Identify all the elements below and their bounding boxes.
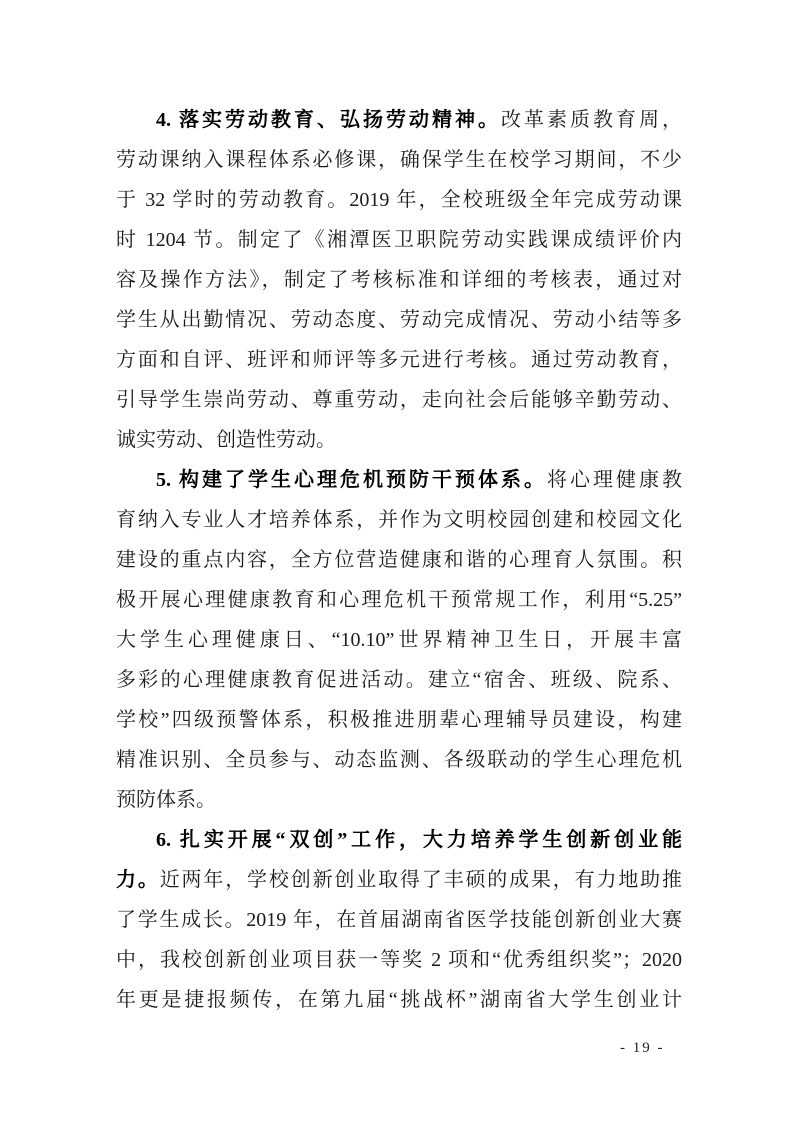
paragraph-heading: 4. 落实劳动教育、弘扬劳动精神。 [156, 109, 501, 131]
text-line [116, 900, 682, 940]
text-line [116, 860, 682, 900]
line-text: 方面和自评、班评和师评等多元进行考核。通过劳动教育， [116, 349, 682, 371]
text-line [116, 780, 682, 820]
text-line [116, 940, 682, 980]
text-line [116, 500, 682, 540]
text-line [116, 660, 682, 700]
text-line [116, 100, 682, 140]
paragraph-labor-education [116, 100, 682, 460]
text-line [116, 540, 682, 580]
text-line [116, 580, 682, 620]
line-text: 年更是捷报频传，在第九届“挑战杯”湖南省大学生创业计 [116, 989, 682, 1011]
line-text: 建设的重点内容，全方位营造健康和谐的心理育人氛围。积 [116, 549, 682, 571]
line-bold: 力。 [116, 869, 160, 891]
line-text: 诚实劳动、创造性劳动。 [116, 429, 336, 451]
text-line [116, 980, 682, 1020]
line-text: 引导学生崇尚劳动、尊重劳动，走向社会后能够辛勤劳动、 [116, 389, 682, 411]
text-line [116, 220, 682, 260]
line-text: 将心理健康教 [547, 469, 682, 491]
line-text: 大学生心理健康日、“10.10”世界精神卫生日，开展丰富 [116, 629, 682, 651]
line-text: 时 1204 节。制定了《湘潭医卫职院劳动实践课成绩评价内 [116, 229, 682, 251]
line-text: 中，我校创新创业项目获一等奖 2 项和“优秀组织奖”；2020 [116, 949, 682, 971]
line-text: 近两年，学校创新创业取得了丰硕的成果，有力地助推 [159, 869, 682, 891]
text-line [116, 820, 682, 860]
text-line [116, 180, 682, 220]
line-text: 于 32 学时的劳动教育。2019 年，全校班级全年完成劳动课 [116, 189, 682, 211]
paragraph-psychological-crisis [116, 460, 682, 820]
line-text: 学生从出勤情况、劳动态度、劳动完成情况、劳动小结等多 [116, 309, 682, 331]
text-line [116, 740, 682, 780]
text-line [116, 340, 682, 380]
line-text: 极开展心理健康教育和心理危机干预常规工作，利用“5.25” [116, 589, 682, 611]
text-line [116, 620, 682, 660]
line-text: 精准识别、全员参与、动态监测、各级联动的学生心理危机 [116, 749, 682, 771]
paragraph-heading: 5. 构建了学生心理危机预防干预体系。 [156, 469, 547, 491]
text-line [116, 300, 682, 340]
text-line [116, 460, 682, 500]
line-text: 劳动课纳入课程体系必修课，确保学生在校学习期间，不少 [116, 149, 682, 171]
line-text: 容及操作方法》，制定了考核标准和详细的考核表，通过对 [116, 269, 682, 291]
text-line [116, 420, 682, 460]
line-text: 预防体系。 [116, 789, 216, 811]
paragraph-heading: 6. 扎实开展“双创”工作，大力培养学生创新创业能 [156, 829, 682, 851]
line-text: 学校”四级预警体系，积极推进朋辈心理辅导员建设，构建 [116, 709, 682, 731]
text-line [116, 380, 682, 420]
text-line [116, 260, 682, 300]
line-text: 育纳入专业人才培养体系，并作为文明校园创建和校园文化 [116, 509, 682, 531]
line-text: 了学生成长。2019 年，在首届湖南省医学技能创新创业大赛 [116, 909, 682, 931]
paragraph-innovation-entrepreneurship [116, 820, 682, 1020]
page-number: - 19 - [620, 1040, 665, 1056]
line-text: 多彩的心理健康教育促进活动。建立“宿舍、班级、院系、 [116, 669, 682, 691]
document-body [116, 100, 682, 1020]
text-line [116, 700, 682, 740]
line-text: 改革素质教育周， [501, 109, 682, 131]
text-line [116, 140, 682, 180]
